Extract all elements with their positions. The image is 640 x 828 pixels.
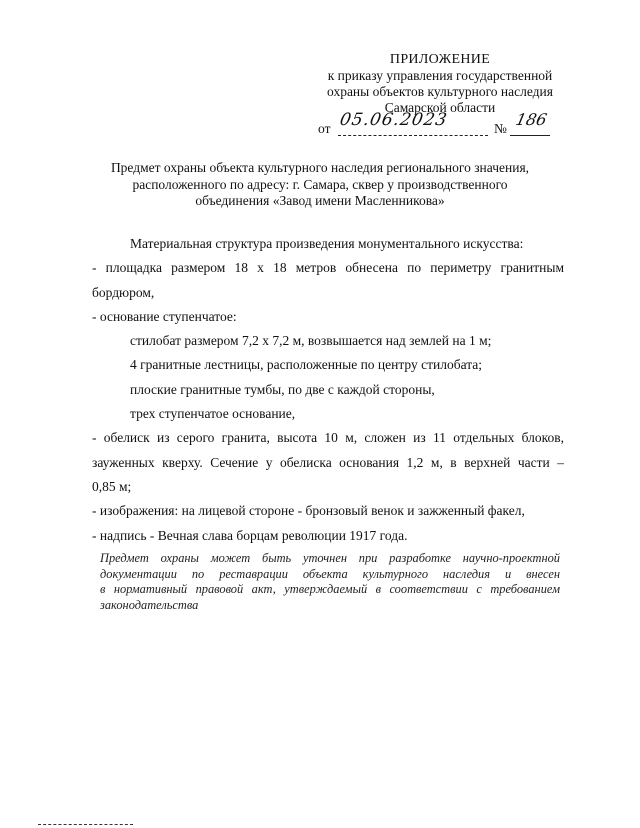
- body-line: трех ступенчатое основание,: [130, 406, 296, 422]
- note-line: в нормативный правовой акт, утверждаемый в соответствии с требованием: [100, 582, 560, 597]
- title-line: расположенного по адресу: г. Самара, сквер у производственного: [132, 176, 508, 192]
- appendix-block: [300, 52, 580, 138]
- order-prefix: от: [318, 121, 331, 136]
- order-reference: [300, 110, 580, 138]
- appendix-line: Самарской области: [384, 100, 496, 115]
- document-title: [90, 160, 550, 210]
- body-line: зауженных кверху. Сечение у обелиска основания 1,2 м, в верхней части –: [92, 454, 564, 470]
- note-line: документации по реставрации объекта культурного наследия и внесен: [100, 566, 560, 581]
- document-body: [92, 232, 564, 548]
- footer-rule: [38, 824, 133, 825]
- order-date-handwritten: 05.06.2023: [338, 110, 450, 130]
- number-underline: [510, 135, 550, 136]
- appendix-line: к приказу управления государственной: [327, 68, 553, 83]
- body-line: 4 гранитные лестницы, расположенные по центру стилобата;: [130, 357, 483, 373]
- body-intro: Материальная структура произведения монументального искусства:: [130, 236, 524, 251]
- note-line: законодательства: [100, 597, 199, 612]
- title-line: Предмет охраны объекта культурного наследия регионального значения,: [110, 160, 530, 175]
- body-line: - основание ступенчатое:: [92, 308, 237, 324]
- note-line: Предмет охраны может быть уточнен при разработке научно-проектной: [100, 551, 560, 565]
- body-line: - надпись - Вечная слава борцам революции 1917 года.: [92, 527, 408, 543]
- appendix-line: охраны объектов культурного наследия: [327, 84, 553, 99]
- italic-note: [100, 551, 560, 613]
- order-number-prefix: №: [494, 121, 507, 136]
- title-line: объединения «Завод имени Масленникова»: [195, 193, 445, 208]
- body-line: стилобат размером 7,2 х 7,2 м, возвышается над землей на 1 м;: [130, 333, 492, 349]
- body-line: - обелиск из серого гранита, высота 10 м, сложен из 11 отдельных блоков,: [92, 430, 564, 446]
- date-underline: [338, 135, 488, 136]
- body-line: бордюром,: [92, 284, 155, 300]
- appendix-heading: ПРИЛОЖЕНИЕ: [389, 52, 491, 67]
- order-number-handwritten: 186: [514, 110, 549, 129]
- body-line: - площадка размером 18 х 18 метров обнесена по периметру гранитным: [92, 260, 564, 276]
- body-line: - изображения: на лицевой стороне - бронзовый венок и зажженный факел,: [92, 503, 525, 519]
- body-line: плоские гранитные тумбы, по две с каждой стороны,: [130, 381, 435, 397]
- body-line: 0,85 м;: [92, 478, 132, 494]
